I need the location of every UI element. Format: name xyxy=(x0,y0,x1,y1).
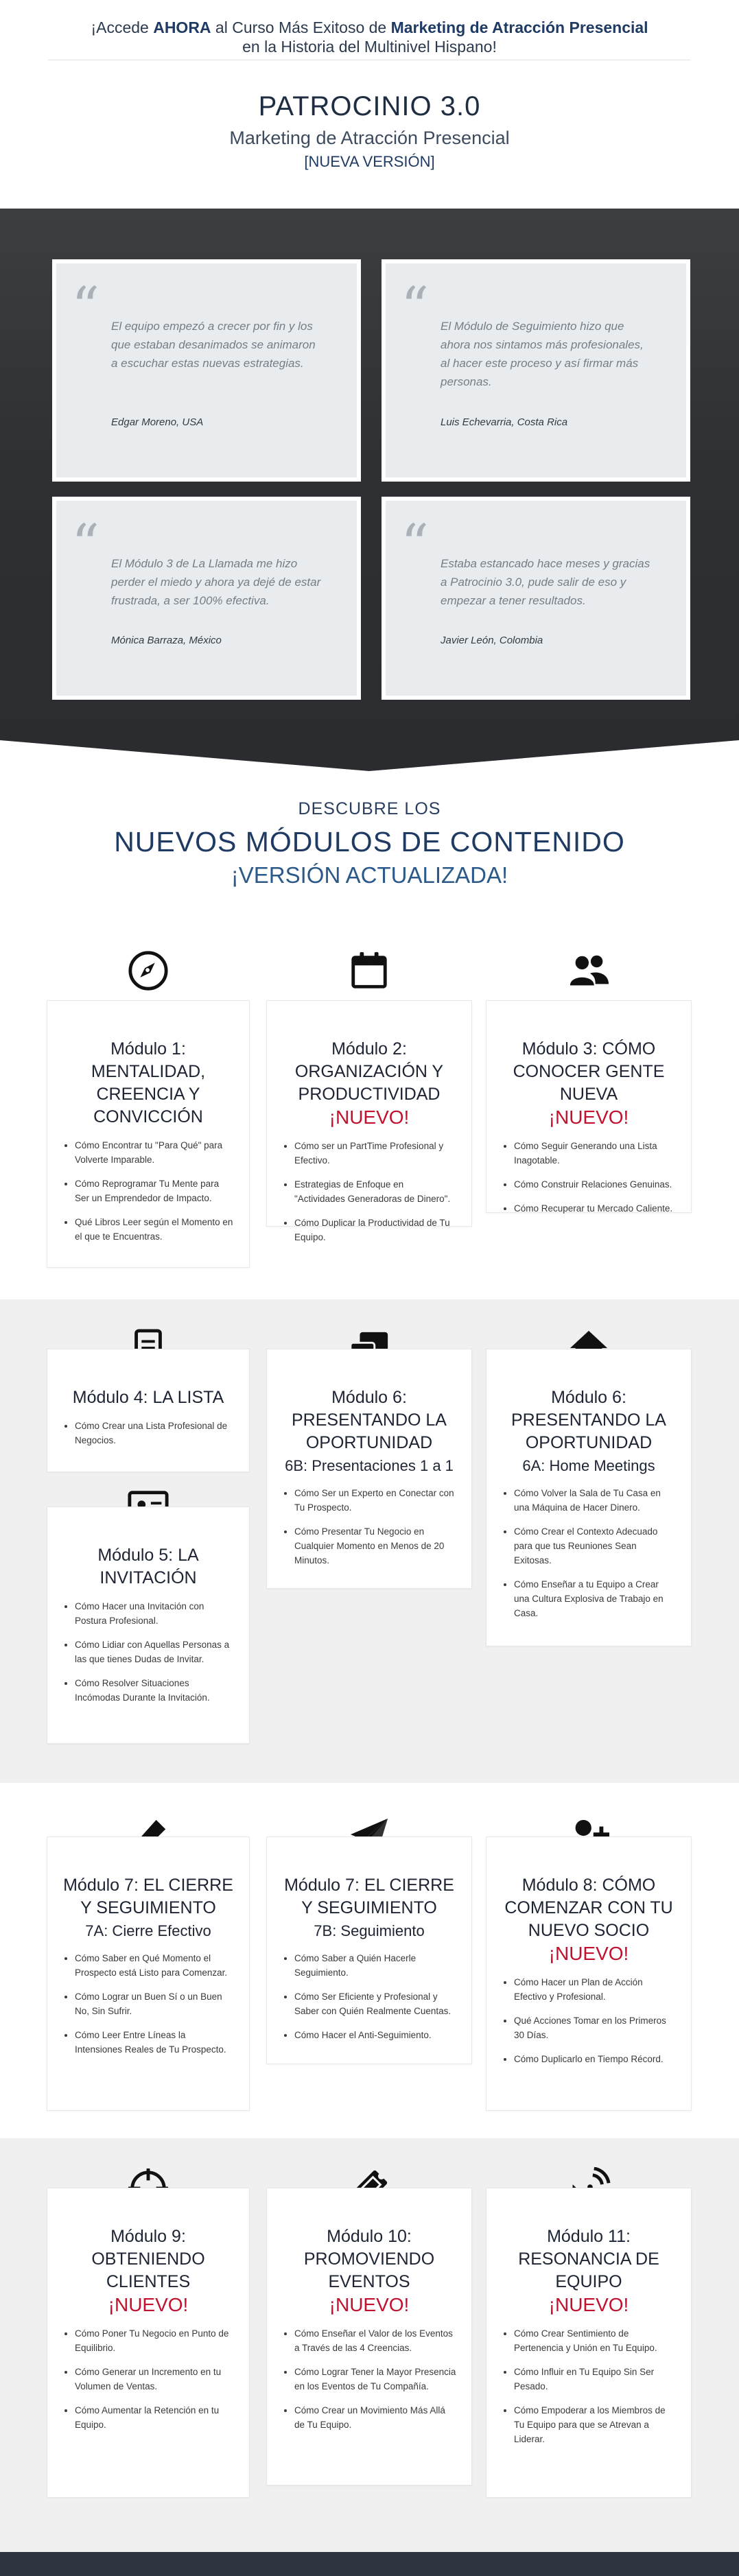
users-icon xyxy=(565,949,612,992)
new-badge: ¡NUEVO! xyxy=(548,1107,629,1128)
page-title: PATROCINIO 3.0 xyxy=(258,91,481,121)
module-bullet: • Cómo Aumentar la Retención en tu Equipo. xyxy=(75,2403,234,2432)
module-bullet: • Cómo Enseñar el Valor de los Eventos a Través de las 4 Creencias. xyxy=(294,2326,456,2355)
announcement-part: al Curso Más Exitoso de xyxy=(211,19,391,36)
module-bullet: • Cómo Saber a Quién Hacerle Seguimiento. xyxy=(294,1951,456,1980)
testimonials-grid xyxy=(52,259,690,700)
announcement-part: Marketing de Atracción Presencial xyxy=(390,19,648,36)
module-bullet: • Cómo Resolver Situaciones Incómodas Durante la Invitación. xyxy=(75,1676,234,1705)
modules-heading xyxy=(0,771,739,949)
module-bullet: • Cómo Reprogramar Tu Mente para Ser un Emprendedor de Impacto. xyxy=(75,1177,234,1205)
testimonial-text: El Módulo de Seguimiento hizo que ahora nos sintamos más profesionales, al hacer este proceso y así firmar más personas. xyxy=(441,320,644,388)
module-card-9 xyxy=(47,2188,250,2498)
module-bullet: • Cómo Hacer el Anti-Seguimiento. xyxy=(294,2028,456,2042)
module-bullet: • Cómo Lograr un Buen Sí o un Buen No, Sin Sufrir. xyxy=(75,1989,234,2018)
module-bullet: • Qué Acciones Tomar en los Primeros 30 Días. xyxy=(514,2013,676,2042)
module-bullet: • Cómo Hacer una Invitación con Postura Profesional. xyxy=(75,1599,234,1628)
module-card-1 xyxy=(47,1000,250,1268)
module-subtitle: 7B: Seguimiento xyxy=(314,1922,425,1939)
modules-heading-line-1: DESCUBRE LOS xyxy=(298,799,441,818)
module-bullets xyxy=(502,1139,676,1216)
module-bullet: • Cómo Crear el Contexto Adecuado para que tus Reuniones Sean Exitosas. xyxy=(514,1524,676,1568)
module-bullet: • Cómo Ser un Experto en Conectar con Tu Prospecto. xyxy=(294,1486,456,1515)
testimonial-author: Luis Echevarria, Costa Rica xyxy=(441,416,568,428)
module-card-3 xyxy=(486,1000,692,1213)
module-bullet: • Cómo Construir Relaciones Genuinas. xyxy=(514,1177,676,1192)
new-badge: ¡NUEVO! xyxy=(329,1107,410,1128)
module-bullet: • Qué Libros Leer según el Momento en el que te Encuentras. xyxy=(75,1215,234,1244)
module-title: Módulo 6: PRESENTANDO LA OPORTUNIDAD xyxy=(292,1388,447,1452)
module-title: Módulo 7: EL CIERRE Y SEGUIMIENTO xyxy=(63,1876,233,1917)
module-title: Módulo 5: LA INVITACIÓN xyxy=(97,1546,199,1587)
announcement-part: AHORA xyxy=(153,19,211,36)
module-bullet: • Cómo Encontrar tu "Para Qué" para Volverte Imparable. xyxy=(75,1138,234,1167)
module-bullets xyxy=(502,2326,676,2446)
module-bullet: • Cómo Crear una Lista Profesional de Negocios. xyxy=(75,1419,234,1447)
module-card-2 xyxy=(266,1000,472,1242)
module-bullet: • Cómo Crear un Movimiento Más Allá de Tu Equipo. xyxy=(294,2403,456,2432)
module-title: Módulo 3: CÓMO CONOCER GENTE NUEVA xyxy=(513,1039,665,1104)
page-subtitle: Marketing de Atracción Presencial xyxy=(229,128,510,148)
modules-heading-line-2: NUEVOS MÓDULOS DE CONTENIDO xyxy=(114,826,625,858)
modules-row-2 xyxy=(0,1299,739,1783)
quote-icon: “ xyxy=(401,512,429,576)
modules-row-4 xyxy=(0,2138,739,2552)
module-bullets xyxy=(62,1138,234,1244)
module-title: Módulo 7: EL CIERRE Y SEGUIMIENTO xyxy=(284,1876,454,1917)
new-badge: ¡NUEVO! xyxy=(548,1943,629,1964)
announcement-bar xyxy=(48,0,691,60)
module-bullets xyxy=(282,1486,456,1568)
module-subtitle: 6A: Home Meetings xyxy=(522,1457,655,1474)
module-bullet: • Cómo Presentar Tu Negocio en Cualquier Momento en Menos de 20 Minutos. xyxy=(294,1524,456,1568)
module-bullet: • Cómo Poner Tu Negocio en Punto de Equilibrio. xyxy=(75,2326,234,2355)
module-bullets xyxy=(282,2326,456,2432)
announcement-line-1 xyxy=(48,18,691,37)
module-bullet: • Cómo Leer Entre Líneas la Intensiones Reales de Tu Prospecto. xyxy=(75,2028,234,2057)
module-bullets xyxy=(62,2326,234,2432)
testimonial-card xyxy=(382,497,690,700)
module-bullet: • Cómo Hacer un Plan de Acción Efectivo y Profesional. xyxy=(514,1975,676,2004)
module-bullet: • Cómo Influir en Tu Equipo Sin Ser Pesado. xyxy=(514,2365,676,2394)
modules-heading-line-3: ¡VERSIÓN ACTUALIZADA! xyxy=(231,862,508,888)
module-bullet: • Cómo Seguir Generando una Lista Inagotable. xyxy=(514,1139,676,1168)
footer-strip xyxy=(0,2552,739,2576)
announcement-part: ¡Accede xyxy=(91,19,154,36)
testimonial-author: Javier León, Colombia xyxy=(441,635,543,646)
module-title: Módulo 8: CÓMO COMENZAR CON TU NUEVO SOCIO xyxy=(504,1876,673,1940)
module-bullet: • Cómo Enseñar a tu Equipo a Crear una Cultura Explosiva de Trabajo en Casa. xyxy=(514,1577,676,1620)
module-bullet: • Cómo ser un PartTime Profesional y Efectivo. xyxy=(294,1139,456,1168)
module-subtitle: 7A: Cierre Efectivo xyxy=(85,1922,211,1939)
module-bullet: • Cómo Generar un Incremento en tu Volumen de Ventas. xyxy=(75,2365,234,2394)
quote-icon: “ xyxy=(71,275,99,339)
version-label: [NUEVA VERSIÓN] xyxy=(304,153,435,170)
module-card-11 xyxy=(486,2188,692,2498)
module-card-6a xyxy=(486,1349,692,1646)
testimonial-card xyxy=(52,497,361,700)
module-card-6b xyxy=(266,1349,472,1589)
module-bullet: • Cómo Lidiar con Aquellas Personas a las que tienes Dudas de Invitar. xyxy=(75,1638,234,1666)
module-title: Módulo 10: PROMOVIENDO EVENTOS xyxy=(303,2227,435,2291)
module-card-5 xyxy=(47,1506,250,1744)
hero xyxy=(0,60,739,209)
quote-icon: “ xyxy=(71,512,99,576)
modules-row-1 xyxy=(0,949,739,1299)
testimonial-author: Mónica Barraza, México xyxy=(111,635,222,646)
testimonial-author: Edgar Moreno, USA xyxy=(111,416,204,428)
module-bullets xyxy=(62,1419,234,1447)
module-bullet: • Estrategias de Enfoque en "Actividades Generadoras de Dinero". xyxy=(294,1177,456,1206)
module-bullet: • Cómo Duplicarlo en Tiempo Récord. xyxy=(514,2052,676,2066)
module-title: Módulo 11: RESONANCIA DE EQUIPO xyxy=(518,2227,659,2291)
module-bullets xyxy=(62,1599,234,1705)
module-bullet: • Cómo Lograr Tener la Mayor Presencia en los Eventos de Tu Compañía. xyxy=(294,2365,456,2394)
module-card-7a xyxy=(47,1836,250,2111)
calendar-icon xyxy=(346,949,392,992)
module-bullet: • Cómo Saber en Qué Momento el Prospecto está Listo para Comenzar. xyxy=(75,1951,234,1980)
module-bullet: • Cómo Duplicar la Productividad de Tu Equipo. xyxy=(294,1216,456,1244)
module-subtitle: 6B: Presentaciones 1 a 1 xyxy=(285,1457,454,1474)
module-title: Módulo 6: PRESENTANDO LA OPORTUNIDAD xyxy=(511,1388,666,1452)
module-bullets xyxy=(502,1486,676,1620)
module-bullet: • Cómo Ser Eficiente y Profesional y Saber con Quién Realmente Cuentas. xyxy=(294,1989,456,2018)
module-title: Módulo 4: LA LISTA xyxy=(72,1388,224,1407)
modules-row-3 xyxy=(0,1783,739,2138)
module-card-7b xyxy=(266,1836,472,2064)
module-title: Módulo 9: OBTENIENDO CLIENTES xyxy=(91,2227,205,2291)
testimonial-text: El equipo empezó a crecer por fin y los que estaban desanimados se animaron a escuchar estas nuevas estrategias. xyxy=(111,320,316,370)
module-bullets xyxy=(282,1139,456,1244)
compass-icon xyxy=(125,949,172,992)
testimonial-text: Estaba estancado hace meses y gracias a Patrocinio 3.0, pude salir de eso y empezar a tener resultados. xyxy=(441,557,650,607)
new-badge: ¡NUEVO! xyxy=(548,2294,629,2315)
module-card-4 xyxy=(47,1349,250,1472)
module-bullets xyxy=(62,1951,234,2057)
module-card-10 xyxy=(266,2188,472,2485)
new-badge: ¡NUEVO! xyxy=(329,2294,410,2315)
module-title: Módulo 1: MENTALIDAD, CREENCIA Y CONVICCIÓN xyxy=(91,1039,206,1126)
module-card-8 xyxy=(486,1836,692,2111)
testimonial-card xyxy=(382,259,690,482)
quote-icon: “ xyxy=(401,275,429,339)
module-bullets xyxy=(282,1951,456,2042)
testimonials-section xyxy=(0,209,739,771)
module-title: Módulo 2: ORGANIZACIÓN Y PRODUCTIVIDAD xyxy=(294,1039,444,1104)
module-bullet: • Cómo Volver la Sala de Tu Casa en una Máquina de Hacer Dinero. xyxy=(514,1486,676,1515)
section-divider xyxy=(0,723,739,771)
module-bullet: • Cómo Empoderar a los Miembros de Tu Equipo para que se Atrevan a Liderar. xyxy=(514,2403,676,2446)
module-bullet: • Cómo Crear Sentimiento de Pertenencia y Unión en Tu Equipo. xyxy=(514,2326,676,2355)
module-bullets xyxy=(502,1975,676,2066)
testimonial-text: El Módulo 3 de La Llamada me hizo perder el miedo y ahora ya dejé de estar frustrada, a ser 100% efectiva. xyxy=(111,557,321,607)
new-badge: ¡NUEVO! xyxy=(108,2294,189,2315)
module-bullet: • Cómo Recuperar tu Mercado Caliente. xyxy=(514,1201,676,1216)
testimonial-card xyxy=(52,259,361,482)
announcement-line-2: en la Historia del Multinivel Hispano! xyxy=(242,38,497,56)
